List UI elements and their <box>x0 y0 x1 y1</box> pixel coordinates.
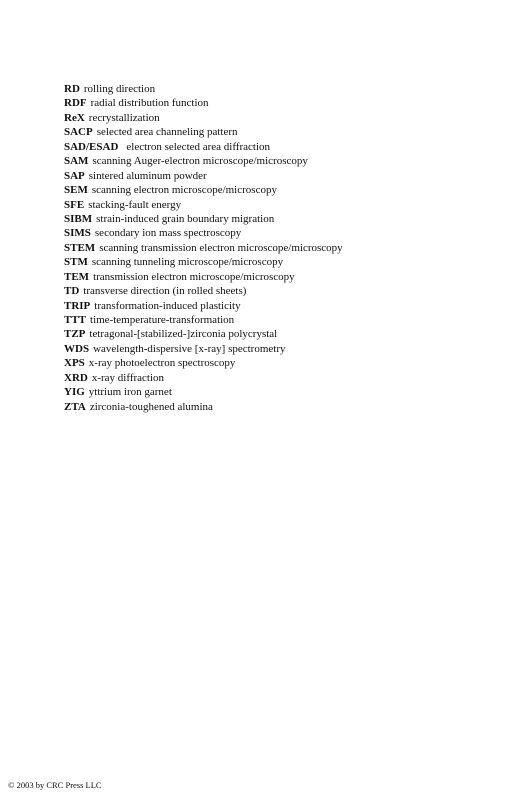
list-item <box>64 125 504 139</box>
list-item <box>64 327 504 341</box>
abbreviation: XRD <box>64 371 88 384</box>
definition: selected area channeling pattern <box>96 126 238 139</box>
copyright-footer: © 2003 by CRC Press LLC <box>8 780 102 790</box>
abbreviation: YIG <box>64 386 85 399</box>
definition: wavelength-dispersive [x-ray] spectrometry <box>93 342 286 355</box>
definition: yttrium iron garnet <box>88 386 172 399</box>
abbreviation: RD <box>64 83 80 95</box>
definition: x-ray photoelectron spectroscopy <box>88 357 236 370</box>
list-item <box>64 198 504 212</box>
list-item <box>64 183 504 197</box>
definition: secondary ion mass spectroscopy <box>94 227 242 240</box>
list-item <box>64 371 504 385</box>
definition: scanning electron microscope/microscopy <box>91 184 277 197</box>
abbreviation: SFE <box>64 198 85 211</box>
definition: transverse direction (in rolled sheets) <box>83 285 247 298</box>
list-item <box>64 212 504 226</box>
definition: time-temperature-transformation <box>90 314 235 326</box>
abbreviation: SAM <box>64 155 89 168</box>
abbreviation: WDS <box>64 342 90 355</box>
definition: radial distribution function <box>90 97 209 110</box>
abbreviation: TZP <box>64 328 86 341</box>
definition: scanning Auger-electron microscope/microscopy <box>92 155 308 168</box>
definition: strain-induced grain boundary migration <box>96 212 275 225</box>
list-item <box>64 255 504 269</box>
abbreviation: ReX <box>64 111 85 124</box>
abbreviation: TEM <box>64 270 90 283</box>
list-item <box>64 356 504 370</box>
definition: stacking-fault energy <box>88 198 182 211</box>
list-item <box>64 241 504 255</box>
abbreviation: SEM <box>64 184 88 197</box>
list-item <box>64 226 504 240</box>
definition: recrystallization <box>88 111 160 124</box>
abbreviation: TTT <box>64 314 87 326</box>
abbreviation: SIMS <box>64 227 91 240</box>
abbreviation: STM <box>64 256 88 269</box>
definition: transmission electron microscope/microscopy <box>93 270 295 283</box>
abbreviation-list <box>64 82 504 414</box>
list-item <box>64 385 504 399</box>
abbreviation: STEM <box>64 241 96 254</box>
definition: scanning transmission electron microscope/microscopy <box>99 241 343 254</box>
list-item <box>64 96 504 110</box>
abbreviation: XPS <box>64 357 85 370</box>
definition: zirconia-toughened alumina <box>89 400 213 413</box>
list-item <box>64 169 504 183</box>
abbreviation: TD <box>64 285 80 298</box>
list-item <box>64 82 504 96</box>
list-item <box>64 270 504 284</box>
list-item <box>64 313 504 327</box>
abbreviation: SACP <box>64 126 93 139</box>
definition: tetragonal-[stabilized-]zirconia polycrystal <box>89 328 278 341</box>
definition: sintered aluminum powder <box>88 169 207 182</box>
list-item <box>64 299 504 313</box>
abbreviation: SAP <box>64 169 85 182</box>
definition: electron selected area diffraction <box>126 140 271 153</box>
abbreviation: TRIP <box>64 299 91 312</box>
list-item <box>64 140 504 154</box>
definition: transformation-induced plasticity <box>94 299 241 312</box>
definition: x-ray diffraction <box>91 371 165 384</box>
list-item <box>64 342 504 356</box>
list-item <box>64 284 504 298</box>
abbreviation: SAD/ESAD <box>64 140 119 153</box>
abbreviation: SIBM <box>64 212 93 225</box>
list-item <box>64 154 504 168</box>
list-item <box>64 400 504 414</box>
abbreviation: RDF <box>64 97 87 110</box>
definition: scanning tunneling microscope/microscopy <box>91 256 284 269</box>
list-item <box>64 111 504 125</box>
definition: rolling direction <box>83 83 156 95</box>
abbreviation: ZTA <box>64 400 86 413</box>
